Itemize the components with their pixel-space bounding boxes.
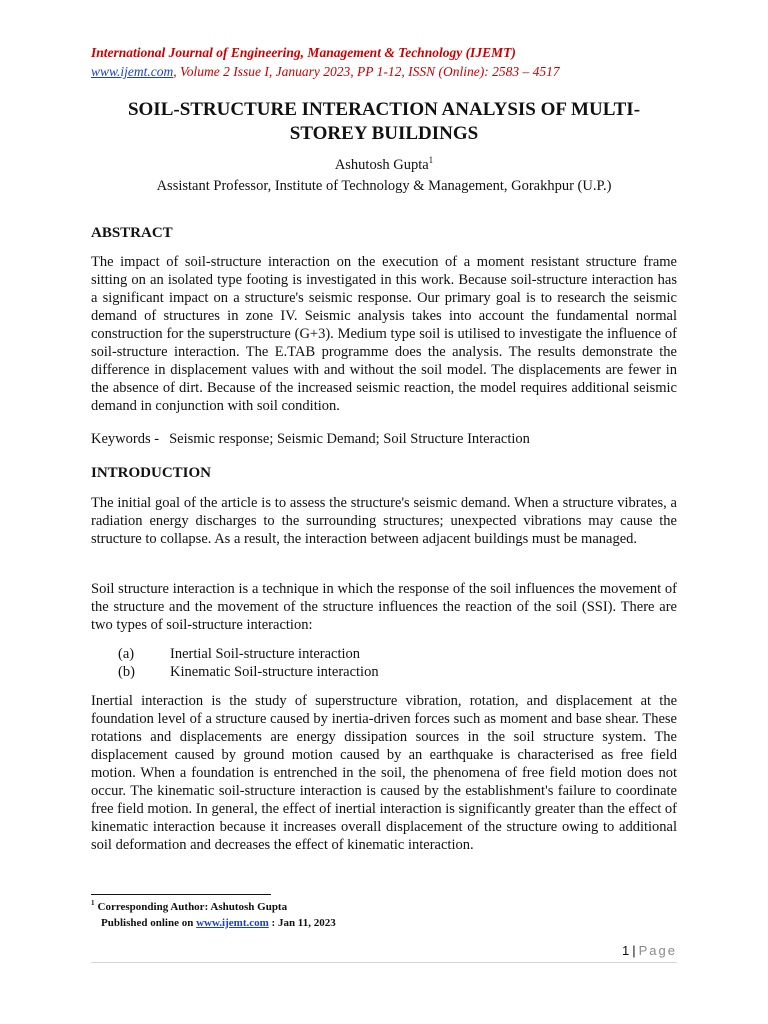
footnote-corresponding bbox=[91, 900, 287, 914]
footnote-corresponding-text: Corresponding Author: Ashutosh Gupta bbox=[97, 901, 288, 913]
footnote-published bbox=[101, 916, 336, 930]
footnote-website-link[interactable]: www.ijemt.com bbox=[196, 917, 269, 929]
intro-paragraph-2: Soil structure interaction is a technique in which the response of the soil influences the movement of the structure and the movement of the structure influences the reaction of the soil (SSI). There are two types of soil-structure interaction: bbox=[91, 581, 677, 633]
keywords-text: Seismic response; Seismic Demand; Soil Structure Interaction bbox=[169, 431, 530, 447]
footnote-marker: 1 bbox=[91, 899, 95, 908]
list-marker: (a) bbox=[118, 646, 135, 662]
ssi-types-list bbox=[118, 645, 379, 681]
keywords-line bbox=[91, 430, 677, 448]
author-line bbox=[91, 156, 677, 174]
list-item bbox=[118, 645, 379, 663]
list-item bbox=[118, 663, 379, 681]
abstract-heading: ABSTRACT bbox=[91, 225, 173, 241]
author-superscript: 1 bbox=[428, 155, 434, 166]
journal-issue-info: , Volume 2 Issue I, January 2023, PP 1-12, ISSN (Online): 2583 – 4517 bbox=[173, 64, 560, 79]
footnote-divider bbox=[91, 894, 271, 895]
page-word: Page bbox=[638, 943, 677, 958]
keywords-label: Keywords - bbox=[91, 431, 160, 447]
abstract-text: The impact of soil-structure interaction on the execution of a moment resistant structure frame sitting on an isolated type footing is investigated in this work. Because soil-structure interaction has a significant impact on a structure's seismic response. Our primary goal is to research the seismic demand of structures in zone IV. Seismic analysis takes into account the fundamental normal construction for the superstructure (G+3). Medium type soil is utilised to investigate the influence of soil-structure interaction. The E.TAB programme does the analysis. The results demonstrate the difference in displacement values with and without the soil model. The displacements are fewer in the absence of dirt. Because of the increased seismic reaction, the model requires additional seismic demand in conjunction with soil condition. bbox=[91, 254, 677, 414]
list-item-text: Kinematic Soil-structure interaction bbox=[170, 664, 379, 680]
page-number bbox=[560, 943, 677, 959]
paper-title: SOIL-STRUCTURE INTERACTION ANALYSIS OF MULTI-STOREY BUILDINGS bbox=[127, 99, 641, 144]
author-affiliation: Assistant Professor, Institute of Technology & Management, Gorakhpur (U.P.) bbox=[156, 178, 612, 194]
journal-name: International Journal of Engineering, Management & Technology (IJEMT) bbox=[91, 45, 516, 60]
list-item-text: Inertial Soil-structure interaction bbox=[170, 646, 361, 662]
page-number-separator: | bbox=[632, 943, 636, 958]
intro-paragraph-3: Inertial interaction is the study of superstructure vibration, rotation, and displacement at the foundation level of a structure caused by inertia-driven forces such as moment and base shear. These rotations and displacements are energy dissipation sources in the soil structure system. The displacement caused by ground motion caused by an earthquake is characterised as free field motion. When a foundation is entrenched in the soil, the phenomena of free field motion does not occur. The kinematic soil-structure interaction is caused by the establishment's failure to coordinate free field motion. In general, the effect of inertial interaction is significantly greater than the effect of kinematic interaction because it increases overall displacement of the structure owing to additional soil deformation and decreases the effect of kinematic interaction. bbox=[91, 693, 677, 853]
list-marker: (b) bbox=[118, 664, 135, 680]
intro-paragraph-1: The initial goal of the article is to assess the structure's seismic demand. When a structure vibrates, a radiation energy discharges to the surrounding structures; unexpected vibrations may cause the structure to collapse. As a result, the interaction between adjacent buildings must be managed. bbox=[91, 495, 677, 547]
footnote-published-date: : Jan 11, 2023 bbox=[268, 917, 336, 929]
author-name: Ashutosh Gupta bbox=[334, 157, 429, 173]
journal-website-link[interactable]: www.ijemt.com bbox=[91, 64, 174, 79]
introduction-heading: INTRODUCTION bbox=[91, 465, 212, 481]
footnote-published-prefix: Published online on bbox=[101, 917, 197, 929]
page-bottom-rule bbox=[91, 962, 677, 963]
journal-details bbox=[91, 63, 560, 80]
page-number-value: 1 bbox=[622, 943, 630, 958]
